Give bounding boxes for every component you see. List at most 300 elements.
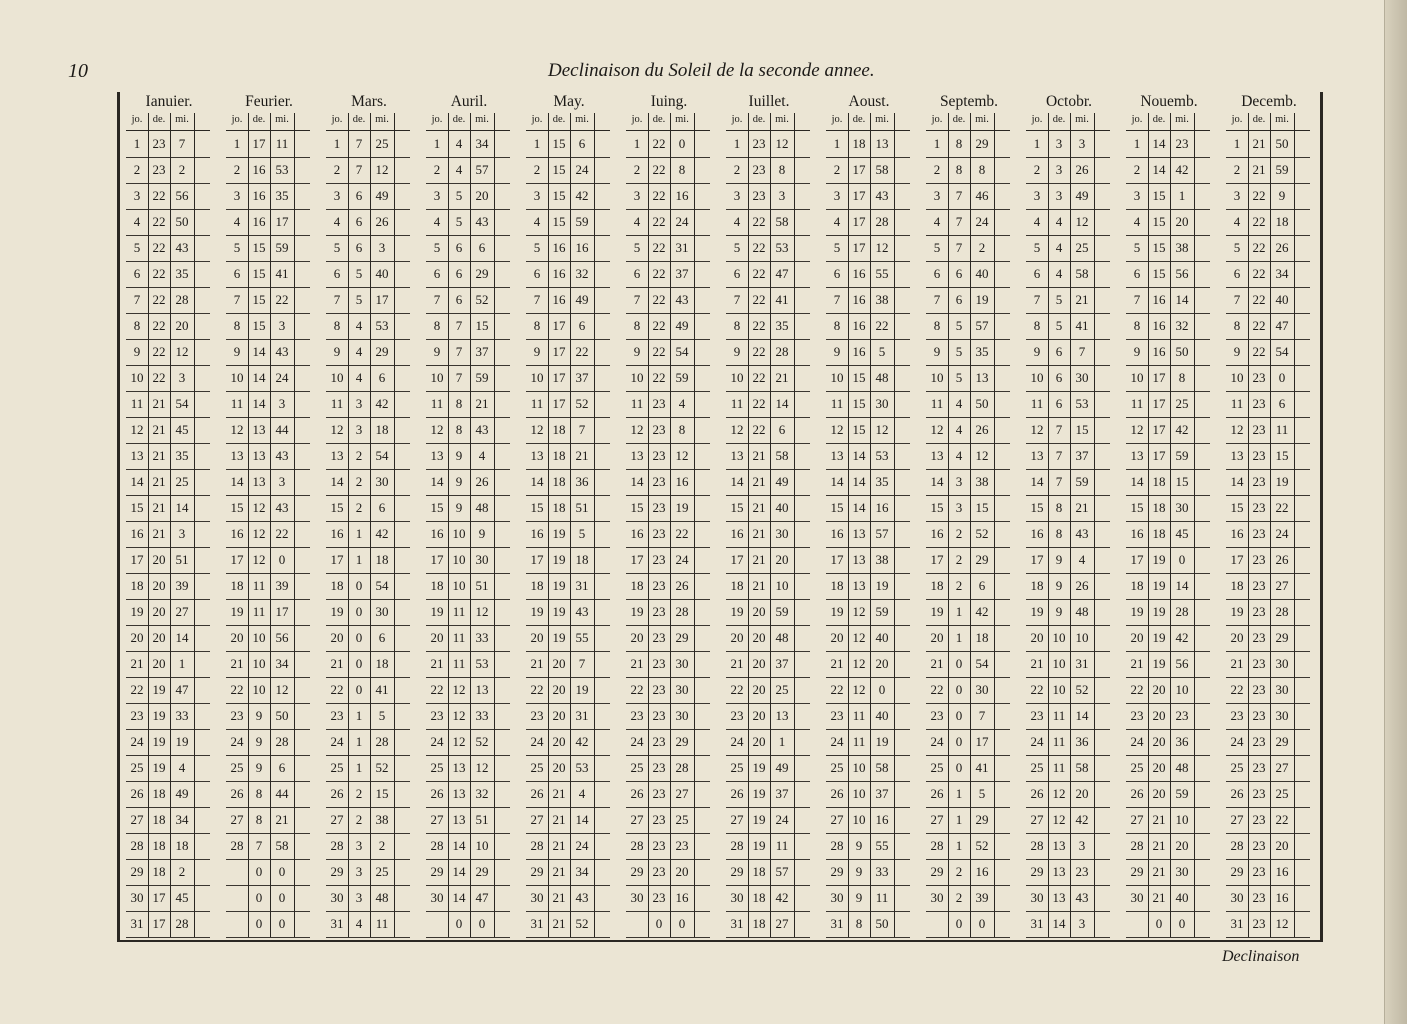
day-number: 9 xyxy=(533,344,541,359)
degrees-value: 23 xyxy=(652,682,666,697)
day-number: 22 xyxy=(530,682,544,697)
day-number: 19 xyxy=(830,604,844,619)
table-row xyxy=(1226,235,1310,262)
minutes-value: 16 xyxy=(1275,890,1289,905)
degrees-value: 22 xyxy=(652,136,666,151)
day-number: 29 xyxy=(830,864,844,879)
degrees-value: 8 xyxy=(1055,526,1063,541)
minutes-value: 43 xyxy=(575,890,589,905)
column-subheads xyxy=(426,113,510,127)
table-row xyxy=(126,703,210,730)
table-row xyxy=(226,807,310,834)
degrees-value: 23 xyxy=(652,890,666,905)
day-number: 9 xyxy=(833,344,841,359)
day-number: 27 xyxy=(530,812,544,827)
minutes-value: 51 xyxy=(475,578,489,593)
degrees-value: 15 xyxy=(252,318,266,333)
table-row xyxy=(626,521,710,548)
month-name: Iuillet. xyxy=(748,93,790,110)
day-number: 24 xyxy=(1030,734,1044,749)
minutes-value: 35 xyxy=(975,344,989,359)
table-row xyxy=(726,417,810,444)
table-row xyxy=(1226,521,1310,548)
minutes-value: 30 xyxy=(875,396,889,411)
day-number: 17 xyxy=(430,552,444,567)
minutes-value: 56 xyxy=(175,188,189,203)
degrees-value: 20 xyxy=(552,682,566,697)
degrees-value: 15 xyxy=(552,162,566,177)
degrees-value: 4 xyxy=(1055,266,1063,281)
degrees-value: 11 xyxy=(252,604,266,619)
degrees-value: 22 xyxy=(752,240,766,255)
degrees-value: 7 xyxy=(1055,474,1063,489)
day-number: 5 xyxy=(233,240,241,255)
day-number: 26 xyxy=(330,786,344,801)
minutes-value: 49 xyxy=(775,760,789,775)
day-number: 18 xyxy=(430,578,444,593)
table-row xyxy=(626,703,710,730)
table-row xyxy=(1026,521,1110,548)
degrees-value: 0 xyxy=(955,682,963,697)
day-number: 27 xyxy=(1130,812,1144,827)
degrees-value: 20 xyxy=(752,682,766,697)
minutes-value: 28 xyxy=(275,734,289,749)
column-label: mi. xyxy=(675,114,689,125)
column-label: jo. xyxy=(731,114,743,125)
minutes-value: 28 xyxy=(1175,604,1189,619)
table-row xyxy=(726,911,810,938)
day-number: 22 xyxy=(730,682,744,697)
table-row xyxy=(326,469,410,496)
minutes-value: 38 xyxy=(875,292,889,307)
table-row xyxy=(626,183,710,210)
degrees-value: 21 xyxy=(752,552,766,567)
minutes-value: 24 xyxy=(275,370,289,385)
minutes-value: 3 xyxy=(1078,838,1086,853)
degrees-value: 14 xyxy=(252,370,266,385)
minutes-value: 20 xyxy=(1075,786,1089,801)
column-rule xyxy=(548,113,549,937)
degrees-value: 23 xyxy=(1252,370,1266,385)
day-number: 9 xyxy=(1233,344,1241,359)
minutes-value: 6 xyxy=(378,370,386,385)
day-number: 22 xyxy=(830,682,844,697)
table-row xyxy=(1226,807,1310,834)
day-number: 15 xyxy=(930,500,944,515)
minutes-value: 47 xyxy=(775,266,789,281)
minutes-value: 59 xyxy=(875,604,889,619)
table-row xyxy=(526,209,610,236)
column-label: jo. xyxy=(1131,114,1143,125)
degrees-value: 1 xyxy=(355,552,363,567)
degrees-value: 23 xyxy=(652,734,666,749)
day-number: 3 xyxy=(833,188,841,203)
day-number: 17 xyxy=(630,552,644,567)
table-row xyxy=(1126,209,1210,236)
minutes-value: 52 xyxy=(975,526,989,541)
degrees-value: 10 xyxy=(252,682,266,697)
degrees-value: 21 xyxy=(552,864,566,879)
table-row xyxy=(226,235,310,262)
table-row xyxy=(1026,469,1110,496)
table-row xyxy=(226,209,310,236)
day-number: 31 xyxy=(130,916,144,931)
day-number: 24 xyxy=(830,734,844,749)
day-number: 11 xyxy=(430,396,444,411)
column-rule xyxy=(670,113,671,937)
table-row xyxy=(826,209,910,236)
minutes-value: 5 xyxy=(378,708,386,723)
day-number: 3 xyxy=(1233,188,1241,203)
table-row xyxy=(226,599,310,626)
minutes-value: 25 xyxy=(1175,396,1189,411)
day-rows xyxy=(426,130,510,937)
minutes-value: 58 xyxy=(1075,266,1089,281)
degrees-value: 22 xyxy=(152,214,166,229)
table-row xyxy=(626,469,710,496)
degrees-value: 17 xyxy=(152,916,166,931)
column-label: jo. xyxy=(231,114,243,125)
table-row xyxy=(826,677,910,704)
day-number: 8 xyxy=(933,318,941,333)
degrees-value: 23 xyxy=(1252,396,1266,411)
table-row xyxy=(526,287,610,314)
minutes-value: 3 xyxy=(178,526,186,541)
minutes-value: 4 xyxy=(678,396,686,411)
table-row xyxy=(226,859,310,886)
table-row xyxy=(1126,677,1210,704)
table-row xyxy=(126,625,210,652)
day-number: 24 xyxy=(1230,734,1244,749)
degrees-value: 4 xyxy=(455,136,463,151)
minutes-value: 50 xyxy=(175,214,189,229)
degrees-value: 18 xyxy=(552,448,566,463)
table-row xyxy=(526,261,610,288)
minutes-value: 43 xyxy=(275,500,289,515)
degrees-value: 15 xyxy=(552,214,566,229)
minutes-value: 0 xyxy=(1178,916,1186,931)
table-row xyxy=(226,443,310,470)
minutes-value: 38 xyxy=(875,552,889,567)
degrees-value: 3 xyxy=(955,500,963,515)
minutes-value: 16 xyxy=(675,890,689,905)
minutes-value: 0 xyxy=(678,136,686,151)
minutes-value: 18 xyxy=(375,552,389,567)
day-number: 15 xyxy=(1230,500,1244,515)
month-name: Octobr. xyxy=(1045,93,1093,110)
table-row xyxy=(326,521,410,548)
day-number: 21 xyxy=(130,656,144,671)
degrees-value: 20 xyxy=(152,630,166,645)
degrees-value: 16 xyxy=(852,344,866,359)
degrees-value: 17 xyxy=(1152,396,1166,411)
minutes-value: 28 xyxy=(175,916,189,931)
column-rule xyxy=(270,113,271,937)
day-number: 26 xyxy=(230,786,244,801)
minutes-value: 3 xyxy=(278,474,286,489)
degrees-value: 21 xyxy=(552,786,566,801)
day-number: 28 xyxy=(430,838,444,853)
degrees-value: 9 xyxy=(1055,552,1063,567)
minutes-value: 16 xyxy=(675,188,689,203)
table-row xyxy=(526,651,610,678)
degrees-value: 23 xyxy=(752,162,766,177)
degrees-value: 14 xyxy=(852,500,866,515)
minutes-value: 41 xyxy=(1075,318,1089,333)
minutes-value: 32 xyxy=(1175,318,1189,333)
day-number: 19 xyxy=(230,604,244,619)
table-row xyxy=(226,521,310,548)
minutes-value: 54 xyxy=(375,578,389,593)
minutes-value: 30 xyxy=(1075,370,1089,385)
day-number: 12 xyxy=(430,422,444,437)
degrees-value: 15 xyxy=(552,188,566,203)
minutes-value: 12 xyxy=(1075,214,1089,229)
day-number: 7 xyxy=(433,292,441,307)
column-rule xyxy=(948,113,949,937)
minutes-value: 10 xyxy=(1175,812,1189,827)
day-number: 28 xyxy=(830,838,844,853)
day-number: 13 xyxy=(230,448,244,463)
table-row xyxy=(1026,547,1110,574)
table-row xyxy=(1026,625,1110,652)
minutes-value: 26 xyxy=(1275,240,1289,255)
degrees-value: 17 xyxy=(252,136,266,151)
minutes-value: 30 xyxy=(1175,864,1189,879)
degrees-value: 17 xyxy=(552,370,566,385)
degrees-value: 7 xyxy=(355,162,363,177)
table-row xyxy=(1026,131,1110,158)
day-number: 14 xyxy=(330,474,344,489)
table-row xyxy=(726,703,810,730)
column-subheads xyxy=(626,113,710,127)
degrees-value: 13 xyxy=(852,552,866,567)
degrees-value: 7 xyxy=(455,318,463,333)
degrees-value: 23 xyxy=(652,422,666,437)
degrees-value: 22 xyxy=(752,370,766,385)
minutes-value: 16 xyxy=(875,500,889,515)
day-number: 21 xyxy=(530,656,544,671)
table-row xyxy=(526,521,610,548)
minutes-value: 42 xyxy=(1175,162,1189,177)
day-number: 25 xyxy=(330,760,344,775)
degrees-value: 0 xyxy=(655,916,663,931)
table-row xyxy=(1226,417,1310,444)
minutes-value: 15 xyxy=(475,318,489,333)
day-number: 24 xyxy=(330,734,344,749)
day-number: 23 xyxy=(1130,708,1144,723)
degrees-value: 13 xyxy=(252,474,266,489)
degrees-value: 7 xyxy=(1055,422,1063,437)
day-number: 25 xyxy=(130,760,144,775)
table-row xyxy=(626,287,710,314)
table-row xyxy=(826,495,910,522)
minutes-value: 20 xyxy=(1175,214,1189,229)
day-number: 12 xyxy=(630,422,644,437)
degrees-value: 23 xyxy=(1252,422,1266,437)
column-label: jo. xyxy=(131,114,143,125)
month-block xyxy=(526,92,610,938)
day-number: 4 xyxy=(533,214,541,229)
table-row xyxy=(426,365,510,392)
minutes-value: 18 xyxy=(375,656,389,671)
table-row xyxy=(126,859,210,886)
minutes-value: 57 xyxy=(875,526,889,541)
minutes-value: 29 xyxy=(375,344,389,359)
degrees-value: 22 xyxy=(1252,188,1266,203)
table-row xyxy=(926,807,1010,834)
degrees-value: 23 xyxy=(652,864,666,879)
minutes-value: 14 xyxy=(175,630,189,645)
table-row xyxy=(1126,313,1210,340)
day-number: 13 xyxy=(1130,448,1144,463)
month-name: Auril. xyxy=(450,93,488,110)
table-row xyxy=(1026,859,1110,886)
table-row xyxy=(826,651,910,678)
degrees-value: 23 xyxy=(1252,838,1266,853)
minutes-value: 49 xyxy=(175,786,189,801)
day-number: 27 xyxy=(430,812,444,827)
day-number: 21 xyxy=(730,656,744,671)
day-number: 27 xyxy=(130,812,144,827)
column-label: de. xyxy=(1252,114,1266,125)
month-block xyxy=(1126,92,1210,938)
degrees-value: 7 xyxy=(255,838,263,853)
day-number: 8 xyxy=(1033,318,1041,333)
minutes-value: 50 xyxy=(875,916,889,931)
day-number: 2 xyxy=(1133,162,1141,177)
day-number: 14 xyxy=(830,474,844,489)
day-number: 11 xyxy=(630,396,644,411)
minutes-value: 2 xyxy=(978,240,986,255)
minutes-value: 15 xyxy=(375,786,389,801)
degrees-value: 12 xyxy=(1052,812,1066,827)
degrees-value: 5 xyxy=(1055,318,1063,333)
degrees-value: 23 xyxy=(652,708,666,723)
day-number: 16 xyxy=(1230,526,1244,541)
minutes-value: 7 xyxy=(578,422,586,437)
day-number: 13 xyxy=(730,448,744,463)
day-number: 16 xyxy=(130,526,144,541)
day-number: 2 xyxy=(133,162,141,177)
table-row xyxy=(126,235,210,262)
day-number: 1 xyxy=(433,136,441,151)
column-label: mi. xyxy=(375,114,389,125)
minutes-value: 48 xyxy=(475,500,489,515)
table-row xyxy=(1126,495,1210,522)
minutes-value: 30 xyxy=(475,552,489,567)
day-number: 27 xyxy=(330,812,344,827)
minutes-value: 38 xyxy=(975,474,989,489)
day-number: 8 xyxy=(133,318,141,333)
table-row xyxy=(1026,235,1110,262)
degrees-value: 15 xyxy=(1152,214,1166,229)
day-number: 16 xyxy=(730,526,744,541)
table-row xyxy=(1226,703,1310,730)
table-row xyxy=(826,755,910,782)
degrees-value: 2 xyxy=(355,812,363,827)
day-number: 15 xyxy=(430,500,444,515)
table-row xyxy=(426,833,510,860)
degrees-value: 16 xyxy=(852,318,866,333)
day-number: 7 xyxy=(633,292,641,307)
minutes-value: 12 xyxy=(175,344,189,359)
minutes-value: 28 xyxy=(1275,604,1289,619)
day-number: 21 xyxy=(630,656,644,671)
minutes-value: 35 xyxy=(875,474,889,489)
day-number: 19 xyxy=(930,604,944,619)
day-number: 16 xyxy=(830,526,844,541)
table-row xyxy=(1126,287,1210,314)
degrees-value: 22 xyxy=(152,188,166,203)
column-rule xyxy=(1194,113,1195,937)
minutes-value: 55 xyxy=(875,266,889,281)
column-rule xyxy=(970,113,971,937)
day-number: 1 xyxy=(1033,136,1041,151)
column-rule xyxy=(448,113,449,937)
degrees-value: 18 xyxy=(152,864,166,879)
column-rule xyxy=(170,113,171,937)
table-row xyxy=(326,781,410,808)
day-number: 4 xyxy=(1133,214,1141,229)
day-number: 26 xyxy=(730,786,744,801)
day-number: 29 xyxy=(1230,864,1244,879)
table-row xyxy=(126,729,210,756)
table-row xyxy=(326,287,410,314)
table-row xyxy=(226,573,310,600)
minutes-value: 37 xyxy=(475,344,489,359)
table-row xyxy=(1026,339,1110,366)
degrees-value: 3 xyxy=(355,838,363,853)
day-number: 27 xyxy=(1030,812,1044,827)
degrees-value: 13 xyxy=(1052,864,1066,879)
table-row xyxy=(926,443,1010,470)
day-number: 10 xyxy=(1130,370,1144,385)
table-row xyxy=(526,157,610,184)
minutes-value: 25 xyxy=(775,682,789,697)
degrees-value: 23 xyxy=(752,136,766,151)
minutes-value: 48 xyxy=(1175,760,1189,775)
day-number: 24 xyxy=(930,734,944,749)
day-number: 24 xyxy=(230,734,244,749)
table-row xyxy=(1126,755,1210,782)
table-row xyxy=(426,495,510,522)
minutes-value: 40 xyxy=(975,266,989,281)
day-number: 10 xyxy=(930,370,944,385)
month-block xyxy=(1026,92,1110,938)
degrees-value: 21 xyxy=(752,448,766,463)
table-row xyxy=(326,443,410,470)
minutes-value: 33 xyxy=(875,864,889,879)
minutes-value: 19 xyxy=(1275,474,1289,489)
day-number: 20 xyxy=(730,630,744,645)
minutes-value: 26 xyxy=(675,578,689,593)
degrees-value: 14 xyxy=(452,864,466,879)
month-name: Feurier. xyxy=(245,93,293,110)
minutes-value: 49 xyxy=(575,292,589,307)
minutes-value: 12 xyxy=(975,448,989,463)
minutes-value: 47 xyxy=(175,682,189,697)
day-number: 14 xyxy=(430,474,444,489)
table-row xyxy=(1026,781,1110,808)
degrees-value: 19 xyxy=(552,578,566,593)
table-row xyxy=(926,495,1010,522)
table-row xyxy=(326,157,410,184)
day-number: 31 xyxy=(530,916,544,931)
degrees-value: 10 xyxy=(852,760,866,775)
table-row xyxy=(726,781,810,808)
table-row xyxy=(1126,131,1210,158)
